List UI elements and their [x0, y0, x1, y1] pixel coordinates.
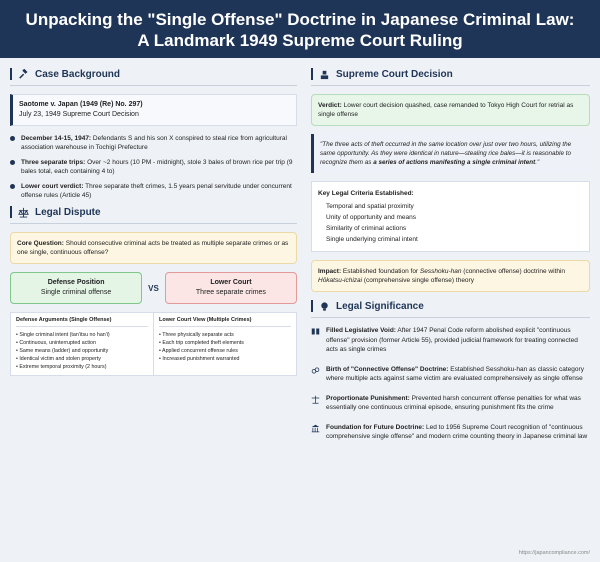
case-date: July 23, 1949 Supreme Court Decision [19, 111, 139, 118]
defense-argument: • Identical victim and stolen property [16, 356, 101, 362]
defense-position-box: Defense Position Single criminal offense [10, 272, 142, 304]
arguments-table [10, 312, 297, 376]
footer-url: https://japancompliance.com/ [518, 550, 590, 556]
defense-argument: • Single criminal intent (tan'itsu no han'i) [16, 332, 110, 338]
lower-court-argument: • Increased punishment warranted [159, 356, 240, 362]
legal-dispute-heading: Legal Dispute [10, 206, 297, 224]
core-question-box: Core Question: Should consecutive criminal acts be treated as multiple separate crimes or as one single, continuous offense? [10, 232, 297, 264]
background-bullet: Lower court verdict: Three separate theft crimes, 1.5 years penal servitude under concurrent offense rules (Article 45) [10, 182, 297, 200]
gavel-icon [18, 69, 29, 80]
lower-court-argument: • Three physically separate acts [159, 332, 234, 338]
lower-court-argument: • Applied concurrent offense rules [159, 348, 238, 354]
significance-list [311, 326, 590, 442]
background-bullet: December 14-15, 1947: Defendants S and his son X conspired to steal rice from agricultural association warehouse in Tochigi Prefecture [10, 134, 297, 152]
defense-arguments: Defense Arguments (Single Offense) • Single criminal intent (tan'itsu no han'i) • Continuous, uninterrupted action • Same means (ladder) and opportunity • Identical victim and stolen property • Extreme temporal proximity (2 hours) [11, 313, 153, 375]
right-column [311, 68, 590, 452]
link-icon [311, 366, 320, 375]
title-line-1: Unpacking the "Single Offense" Doctrine in Japanese Criminal Law: [25, 10, 575, 29]
background-bullet: Three separate trips: Over ~2 hours (10 PM - midnight), stole 3 bales of brown rice per trip (9 bales total, each containing 4 to) [10, 158, 297, 176]
case-background-heading: Case Background [10, 68, 297, 86]
impact-box: Impact: Established foundation for Sesshoku-han (connective offense) doctrine within Hōkatsu-ichizai (comprehensive single offense) theory [311, 260, 590, 292]
criteria-box: Key Legal Criteria Established: Temporal and spatial proximity Unity of opportunity and means Similarity of criminal actions Single underlying criminal intent [311, 181, 590, 252]
versus-label: VS [148, 283, 159, 293]
lower-court-position-box: Lower Court Three separate crimes [165, 272, 297, 304]
page-header [0, 0, 600, 58]
institution-icon [311, 424, 320, 433]
positions-comparison [10, 272, 297, 304]
case-name: Saotome v. Japan (1949 (Re) No. 297) [19, 101, 143, 108]
lower-court-argument: • Each trip completed theft elements [159, 340, 244, 346]
significance-item: Proportionate Punishment: Prevented harsh concurrent offense penalties for what was essentially one continuous criminal episode, ensuring punishment fits the crime [311, 394, 590, 413]
scale-icon [18, 207, 29, 218]
verdict-box: Verdict: Lower court decision quashed, case remanded to Tokyo High Court for retrial as single offense [311, 94, 590, 126]
significance-item: Filled Legislative Void: After 1947 Penal Code reform abolished explicit "continuous offense" provision (former Article 55), provided judicial framework for treating connected acts as single crimes [311, 326, 590, 355]
criteria-item: Single underlying criminal intent [326, 236, 418, 243]
defense-argument: • Extreme temporal proximity (2 hours) [16, 364, 107, 370]
case-citation-box [10, 94, 297, 126]
judge-icon [319, 69, 330, 80]
book-icon [311, 327, 320, 336]
significance-item: Birth of "Connective Offense" Doctrine: Established Sesshoku-han as classic category where multiple acts against same victim are evaluated comprehensively as single offense [311, 365, 590, 384]
court-quote: "The three acts of theft occurred in the same location over just over two hours, utilizing the same opportunity. As they were identical in nature—stealing rice bales—it is reasonable to recognize them as a series of actions manifesting a single criminal intent." [311, 134, 590, 173]
title-line-2: A Landmark 1949 Supreme Court Ruling [137, 31, 463, 50]
defense-argument: • Same means (ladder) and opportunity [16, 348, 109, 354]
bulb-icon [319, 301, 330, 312]
criteria-item: Similarity of criminal actions [326, 225, 407, 232]
criteria-item: Temporal and spatial proximity [326, 203, 414, 210]
background-bullets [10, 134, 297, 200]
defense-argument: • Continuous, uninterrupted action [16, 340, 96, 346]
decision-heading: Supreme Court Decision [311, 68, 590, 86]
lower-court-arguments: Lower Court View (Multiple Crimes) • Three physically separate acts • Each trip completed theft elements • Applied concurrent offense rules • Increased punishment warranted [153, 313, 296, 375]
criteria-item: Unity of opportunity and means [326, 214, 416, 221]
significance-item: Foundation for Future Doctrine: Led to 1956 Supreme Court recognition of "continuous comprehensive single offense" and modern crime counting theory in Japanese criminal law [311, 423, 590, 442]
significance-heading: Legal Significance [311, 300, 590, 318]
left-column [10, 68, 297, 452]
scale-icon [311, 395, 320, 404]
